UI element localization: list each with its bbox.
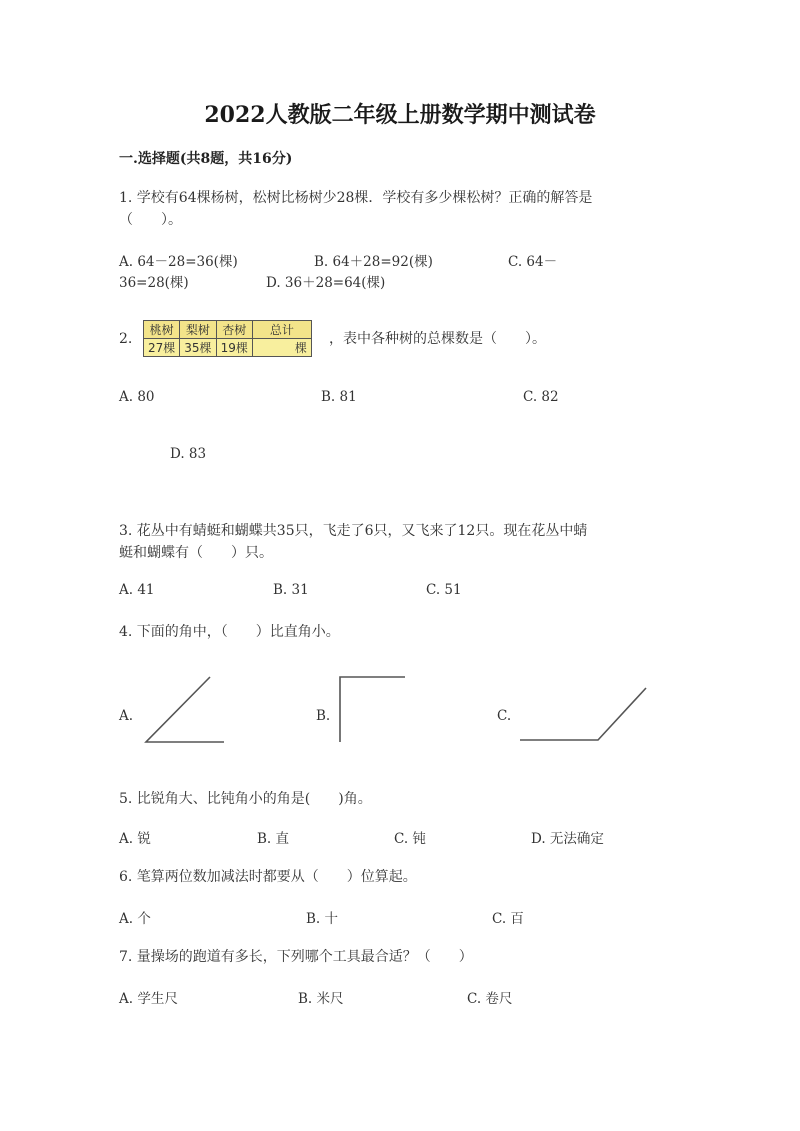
question-2-option-b: B. 81 <box>321 389 357 405</box>
question-2-option-c: C. 82 <box>523 389 559 405</box>
page-title: 2022人教版二年级上册数学期中测试卷 <box>204 102 596 128</box>
question-1-option-c-cont: 36=28(棵) <box>119 275 189 291</box>
table-cell: 19棵 <box>216 339 252 357</box>
question-2-text: ，表中各种树的总棵数是（ ）。 <box>329 331 546 347</box>
table-header-cell: 梨树 <box>180 321 216 339</box>
question-3-text: 3. 花丛中有蜻蜓和蝴蝶共35只，飞走了6只，又飞来了12只。现在花丛中蜻 <box>119 523 588 539</box>
question-1-option-d: D. 36＋28=64(棵) <box>266 275 386 291</box>
table-cell-total: 棵 <box>252 339 311 357</box>
question-6-option-b: B. 十 <box>306 911 339 927</box>
table-cell: 35棵 <box>180 339 216 357</box>
question-1-option-a: A. 64－28=36(棵) <box>119 254 238 270</box>
question-4-option-c: C. <box>497 708 512 724</box>
acute-angle-figure <box>140 672 230 747</box>
question-4-option-b: B. <box>316 708 331 724</box>
question-5-option-d: D. 无法确定 <box>531 831 604 847</box>
question-3-option-c: C. 51 <box>426 582 462 598</box>
section-heading: 一.选择题(共8题，共16分) <box>119 151 293 167</box>
table-header-cell: 总计 <box>252 321 311 339</box>
question-2-option-d: D. 83 <box>170 446 207 462</box>
question-3-option-a: A. 41 <box>119 582 155 598</box>
right-angle-figure <box>333 672 411 747</box>
question-5-option-c: C. 钝 <box>394 831 426 847</box>
question-5-option-b: B. 直 <box>257 831 290 847</box>
question-6-option-a: A. 个 <box>119 911 151 927</box>
question-5-option-a: A. 锐 <box>119 831 151 847</box>
question-1-option-c: C. 64－ <box>508 254 558 270</box>
question-6-text: 6. 笔算两位数加减法时都要从（ ）位算起。 <box>119 869 417 885</box>
table-header-row <box>144 321 312 339</box>
question-1-text: 1. 学校有64棵杨树，松树比杨树少28棵．学校有多少棵松树？正确的解答是 <box>119 190 593 206</box>
question-7-option-a: A. 学生尺 <box>119 991 178 1007</box>
question-4-option-a: A. <box>119 708 134 724</box>
question-7-text: 7. 量操场的跑道有多长，下列哪个工具最合适？（ ） <box>119 949 473 965</box>
tree-count-table <box>143 320 312 357</box>
obtuse-angle-figure <box>516 683 652 745</box>
question-2-number: 2. <box>119 331 133 347</box>
question-7-option-c: C. 卷尺 <box>467 991 513 1007</box>
question-3-option-b: B. 31 <box>273 582 309 598</box>
question-5-text: 5. 比锐角大、比钝角小的角是( )角。 <box>119 791 372 807</box>
table-cell: 27棵 <box>144 339 180 357</box>
question-4-text: 4. 下面的角中，（ ）比直角小。 <box>119 624 340 640</box>
question-2-option-a: A. 80 <box>119 389 155 405</box>
table-header-cell: 桃树 <box>144 321 180 339</box>
question-6-option-c: C. 百 <box>492 911 524 927</box>
question-1-blank: （ ）。 <box>119 212 182 228</box>
table-header-cell: 杏树 <box>216 321 252 339</box>
question-7-option-b: B. 米尺 <box>298 991 344 1007</box>
question-1-option-b: B. 64＋28=92(棵) <box>314 254 433 270</box>
question-3-blank: 蜓和蝴蝶有（ ）只。 <box>119 545 273 561</box>
table-row <box>144 339 312 357</box>
